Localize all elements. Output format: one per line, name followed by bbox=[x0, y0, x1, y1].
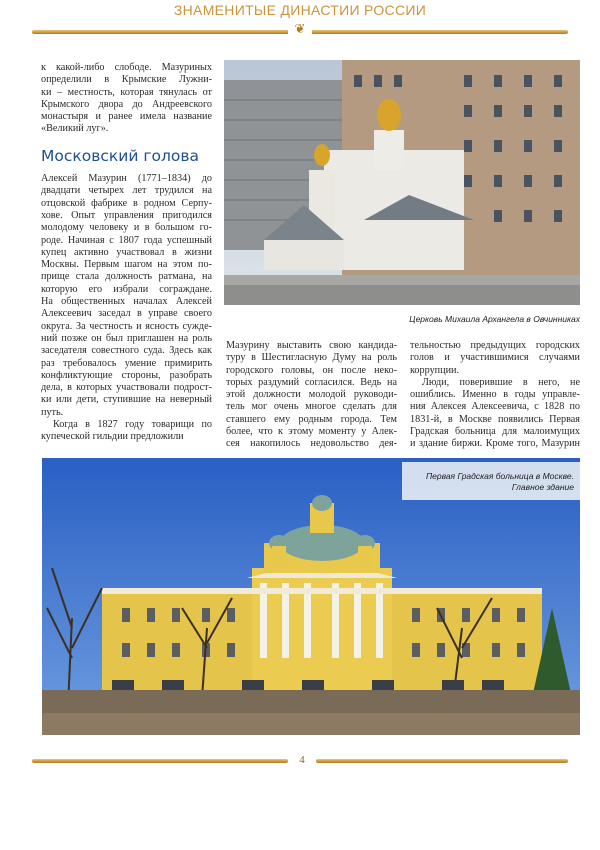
text-line: Алексей Мазурин (1771–1834) до bbox=[41, 173, 212, 185]
text-line: и здание биржи. Кроме того, Мазурин bbox=[410, 438, 580, 450]
text-line: 1831-й, в Москве появились Первая bbox=[410, 413, 580, 425]
text-line: ки – местность, которая тянулась от bbox=[41, 86, 212, 98]
text-line: На общественных началах Алексей bbox=[41, 296, 212, 308]
caption-line: Первая Градская больница в Москве. bbox=[425, 471, 574, 481]
footer-rule-left bbox=[32, 759, 288, 763]
text-line: Люди, поверившие в него, не bbox=[422, 376, 580, 388]
text-line: ошиблись. Именно в годы управле- bbox=[410, 389, 580, 401]
paragraph bbox=[41, 173, 212, 419]
text-line: раз требовалось умение примирить bbox=[41, 357, 212, 369]
text-line: прище стала должность ратмана, на bbox=[41, 271, 212, 283]
text-line: молодому человеку и в большом го- bbox=[41, 222, 212, 234]
text-line: хове. Опыт управления пригодился bbox=[41, 209, 212, 221]
left-column bbox=[41, 62, 212, 444]
paragraph bbox=[410, 340, 580, 377]
paragraph bbox=[41, 419, 212, 444]
text-line: Москвы. Первым шагом на этом по- bbox=[41, 259, 212, 271]
header-ornament-icon: ❦ bbox=[288, 22, 312, 36]
text-line: «Великий луг». bbox=[41, 123, 109, 135]
text-line: Когда в 1827 году товарищи по bbox=[53, 419, 212, 431]
text-line: конфликтующие стороны, разобрать bbox=[41, 369, 212, 381]
text-line: Крымского двора до Андреевского bbox=[41, 98, 212, 110]
text-line: которую его избрали сограждане. bbox=[41, 283, 212, 295]
running-header: ЗНАМЕНИТЫЕ ДИНАСТИИ РОССИИ bbox=[173, 2, 427, 18]
text-line: роде. Начиная с 1807 года успешный bbox=[41, 234, 212, 246]
text-line: этой должности молодой руководи- bbox=[226, 389, 397, 401]
text-line: городского головы, он после неко- bbox=[226, 364, 397, 376]
right-column bbox=[410, 340, 580, 451]
church-photo-caption: Церковь Михаила Архангела в Овчинниках bbox=[409, 314, 580, 324]
text-line: Алексеевич заседал в управе своего bbox=[41, 308, 212, 320]
text-line: ния Алексея Алексеевича, с 1828 по bbox=[410, 401, 580, 413]
text-line: купеческой гильдии предложили bbox=[41, 431, 184, 443]
church-photo bbox=[224, 60, 580, 305]
text-line: коррупции. bbox=[410, 364, 460, 376]
paragraph bbox=[226, 340, 397, 451]
caption-line: Главное здание bbox=[511, 482, 574, 492]
text-line: тель мог очень многое сделать для bbox=[226, 401, 397, 413]
hospital-photo bbox=[42, 458, 580, 735]
page-number: 4 bbox=[299, 754, 305, 766]
text-line: ний позже он был приглашен на роль bbox=[41, 332, 212, 344]
text-line: торых раздумий согласился. Ведь на bbox=[226, 376, 397, 388]
text-line: определили в Крымские Лужни- bbox=[41, 74, 212, 86]
text-line: Градская больница для малоимущих bbox=[410, 426, 580, 438]
text-line: двадцати четырех лет трудился на bbox=[41, 185, 212, 197]
text-line: Мазурину выставить свою кандида- bbox=[226, 340, 397, 351]
text-line: более, что к этому моменту у Алек- bbox=[226, 426, 397, 438]
middle-column bbox=[226, 340, 397, 451]
text-line: заседателя совестного суда. Здесь как bbox=[41, 345, 212, 357]
section-heading: Московский голова bbox=[41, 146, 199, 165]
text-line: тельностью предыдущих городских bbox=[410, 340, 580, 351]
paragraph bbox=[41, 62, 212, 136]
hospital-photo-caption bbox=[400, 471, 574, 493]
text-line: купец активно участвовал в жизни bbox=[41, 246, 212, 258]
text-line: путь. bbox=[41, 406, 64, 418]
text-line: ки или дети, ступившие на неверный bbox=[41, 394, 212, 406]
text-line: монастыря и ранее имела название bbox=[41, 111, 212, 123]
text-line: голов и участившимися случаями bbox=[410, 352, 580, 364]
text-line: сея накопилось недовольство дея- bbox=[226, 438, 397, 450]
text-line: туру в Шестигласную Думу на роль bbox=[226, 352, 397, 364]
text-line: отцовской фабрике в родном Серпу- bbox=[41, 197, 212, 209]
text-line: дела, в которых участвовали подрост- bbox=[41, 382, 212, 394]
text-line: к какой-либо слободе. Мазуриных bbox=[41, 62, 212, 73]
text-line: округа. За честность и ясность сужде- bbox=[41, 320, 212, 332]
footer-rule-right bbox=[316, 759, 568, 763]
paragraph bbox=[410, 377, 580, 451]
text-line: ставшего ему родным города. Тем bbox=[226, 413, 397, 425]
